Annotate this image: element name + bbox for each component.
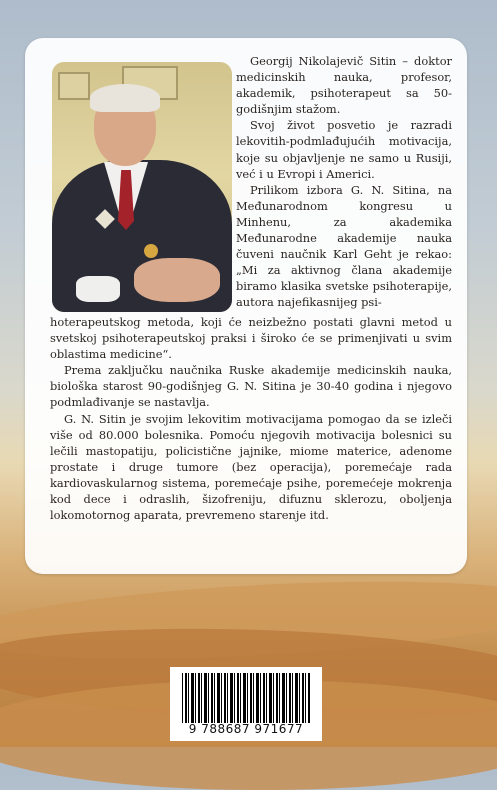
- author-photo: [52, 62, 232, 312]
- shirt-cuff: [76, 276, 120, 302]
- bio-paragraph: Svoj život posvetio je razradi lekovitih-podmlađujućih motivacija, koje su objavljenje ne samo u Rusiji, već i u Evropi i Americi.: [236, 118, 452, 181]
- barcode-bars: [182, 673, 310, 723]
- bio-paragraph: hoterapeutskog metoda, koji će neizbežno postati glavni metod u svetskoj psihoterapeutskoj praksi i široko će se primenjivati u svim oblastima medicine“.: [50, 315, 452, 362]
- bio-paragraph: Prilikom izbora G. N. Sitina, na Međunarodnom kongresu u Minhenu, za akademika Međunarodne akademije nauka čuveni naučnik Karl Geht je rekao: „Mi za aktivnog člana akademije biramo klasika svetske psihoterapije, autora najefikasnijeg psi-: [236, 182, 452, 310]
- side-text-column: [236, 53, 452, 311]
- bio-paragraph: Georgij Nikolajevič Sitin – doktor medicinskih nauka, profesor, akademik, psihoterapeut sa 50-godišnjim stažom.: [236, 54, 452, 117]
- hands: [134, 258, 220, 302]
- bio-paragraph: Prema zaključku naučnika Ruske akademije medicinskih nauka, biološka starost 90-godišnjeg G. N. Sitina je 30-40 godina i njegovo podmlađivanje se nastavlja.: [50, 363, 452, 410]
- medal-icon: [144, 244, 158, 258]
- full-width-text: [50, 314, 452, 523]
- isbn-barcode: [170, 667, 322, 741]
- hair: [90, 84, 160, 112]
- bio-paragraph: G. N. Sitin je svojim lekovitim motivacijama pomogao da se izleči više od 80.000 bolesnika. Pomoću njegovih motivacija bolesnici su lečili mastopatiju, policistične jajnike, miome materice, adenome prostate i druge tumore (bez operacija), poremećaje rada kardiovaskularnog sistema, poremećaje psihe, poremećeje mokrenja kod dece i odraslih, šizofreniju, difuznu sklerozu, oboljenja lokomotornog aparata, prevremeno starenje itd.: [50, 411, 452, 523]
- wall-frame: [58, 72, 90, 100]
- isbn-number: 9 788687 971677: [188, 722, 304, 736]
